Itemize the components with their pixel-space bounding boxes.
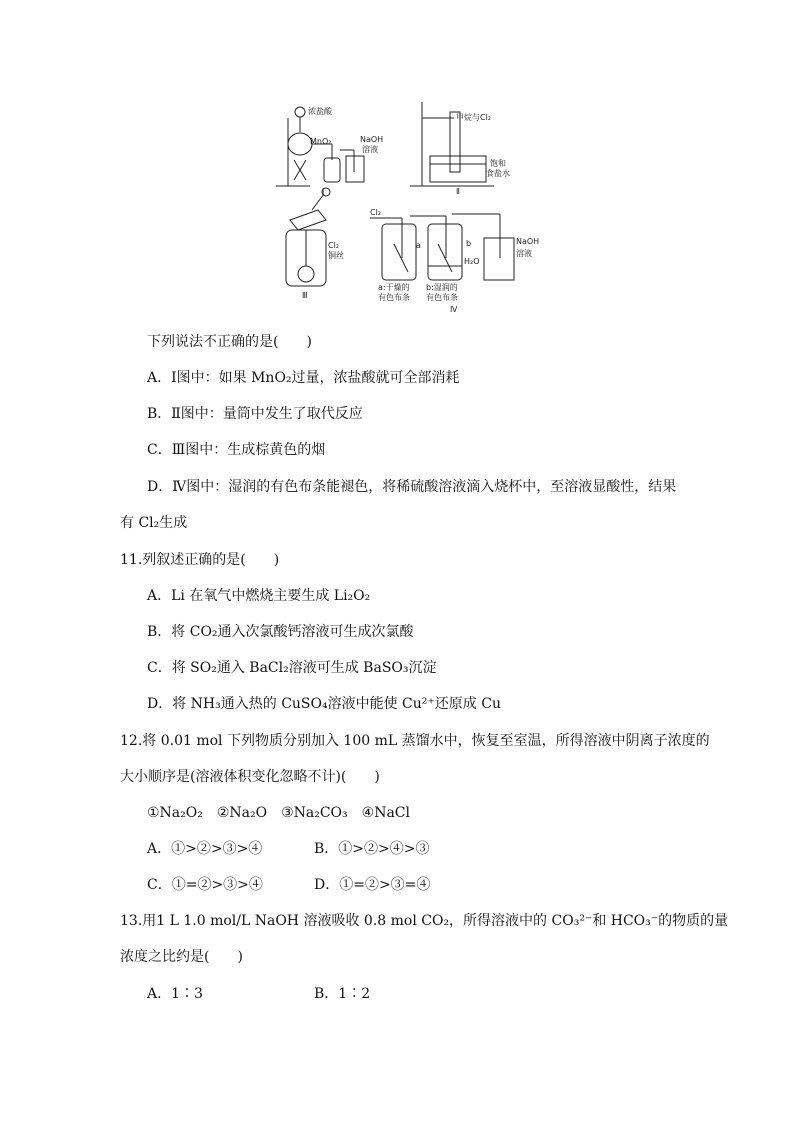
q12-option-c: C．①=②>③>④ (147, 877, 263, 893)
q11-stem: 11.列叙述正确的是( ) (120, 552, 280, 568)
fig-III-roman: Ⅲ (302, 291, 308, 300)
q10-option-c: C．Ⅲ图中：生成棕黄色的烟 (147, 442, 326, 458)
fig-IV-label-b: b (466, 239, 472, 248)
q13-stem-line1: 13.用1 L 1.0 mol/L NaOH 溶液吸收 0.8 mol CO₂，所得溶液中的 CO₃²⁻和 HCO₃⁻的物质的量 (120, 913, 729, 929)
fig-II-label-gas: 甲烷与Cl₂ (456, 113, 492, 122)
fig-IV-label-a: a (416, 241, 421, 250)
q12-option-b: B．①>②>④>③ (314, 841, 430, 857)
q12-option-a: A．①>②>③>④ (147, 841, 263, 857)
fig-I-label-solution: 溶液 (362, 145, 378, 154)
fig-I-label-hcl: 浓盐酸 (308, 107, 332, 116)
fig-IV-caption-b1: b:湿润的 (426, 283, 458, 292)
fig-IV-label-h2o: H₂O (464, 257, 480, 266)
q10-stem: 下列说法不正确的是( ) (147, 334, 312, 350)
fig-IV-roman: Ⅳ (450, 305, 458, 314)
q12-stem-line2: 大小顺序是(溶液体积变化忽略不计)( ) (120, 769, 380, 785)
fig-III-label-wire: 铜丝 (328, 251, 344, 260)
fig-II-roman: Ⅱ (456, 187, 460, 196)
q11-option-b: B．将 CO₂通入次氯酸钙溶液可生成次氯酸 (147, 624, 414, 640)
fig-IV-caption-a2: 有色布条 (378, 293, 410, 302)
fig-II-label-saturated: 饱和 (490, 159, 506, 168)
fig-III-label-cl2: Cl₂ (328, 241, 340, 250)
q12-option-d: D．①=②>③=④ (314, 877, 431, 893)
fig-IV-label-naoh: NaOH (516, 237, 540, 246)
fig-I-label-naoh: NaOH (360, 135, 384, 144)
q10-option-b: B．Ⅱ图中：量筒中发生了取代反应 (147, 406, 363, 422)
q13-stem-line2: 浓度之比约是( ) (120, 949, 243, 965)
q10-option-d-line2: 有 Cl₂生成 (120, 515, 188, 531)
q11-option-a: A．Li 在氧气中燃烧主要生成 Li₂O₂ (147, 588, 371, 604)
fig-IV-label-solution: 溶液 (516, 249, 532, 258)
fig-I-label-mno2: MnO₂ (310, 137, 332, 146)
q13-option-b: B．1∶2 (314, 986, 371, 1002)
q12-stem-line1: 12.将 0.01 mol 下列物质分别加入 100 mL 蒸馏水中，恢复至室温，所得溶液中阴离子浓度的 (120, 733, 710, 749)
fig-I-roman: Ⅰ (322, 187, 325, 196)
q11-option-c: C．将 SO₂通入 BaCl₂溶液可生成 BaSO₃沉淀 (147, 660, 437, 676)
q12-items: ①Na₂O₂ ②Na₂O ③Na₂CO₃ ④NaCl (147, 805, 410, 821)
fig-IV-caption-b2: 有色布条 (426, 293, 458, 302)
q13-option-a: A．1∶3 (147, 986, 203, 1002)
apparatus-figure (270, 98, 540, 318)
fig-IV-label-cl2: Cl₂ (370, 208, 382, 217)
fig-II-label-brine: 食盐水 (486, 169, 510, 178)
q11-option-d: D．将 NH₃通入热的 CuSO₄溶液中能使 Cu²⁺还原成 Cu (147, 696, 501, 712)
q10-option-d-line1: D．Ⅳ图中：湿润的有色布条能褪色，将稀硫酸溶液滴入烧杯中，至溶液显酸性，结果 (147, 479, 677, 495)
q10-option-a: A．Ⅰ图中：如果 MnO₂过量，浓盐酸就可全部消耗 (147, 370, 460, 386)
fig-IV-caption-a1: a:干燥的 (378, 283, 410, 292)
